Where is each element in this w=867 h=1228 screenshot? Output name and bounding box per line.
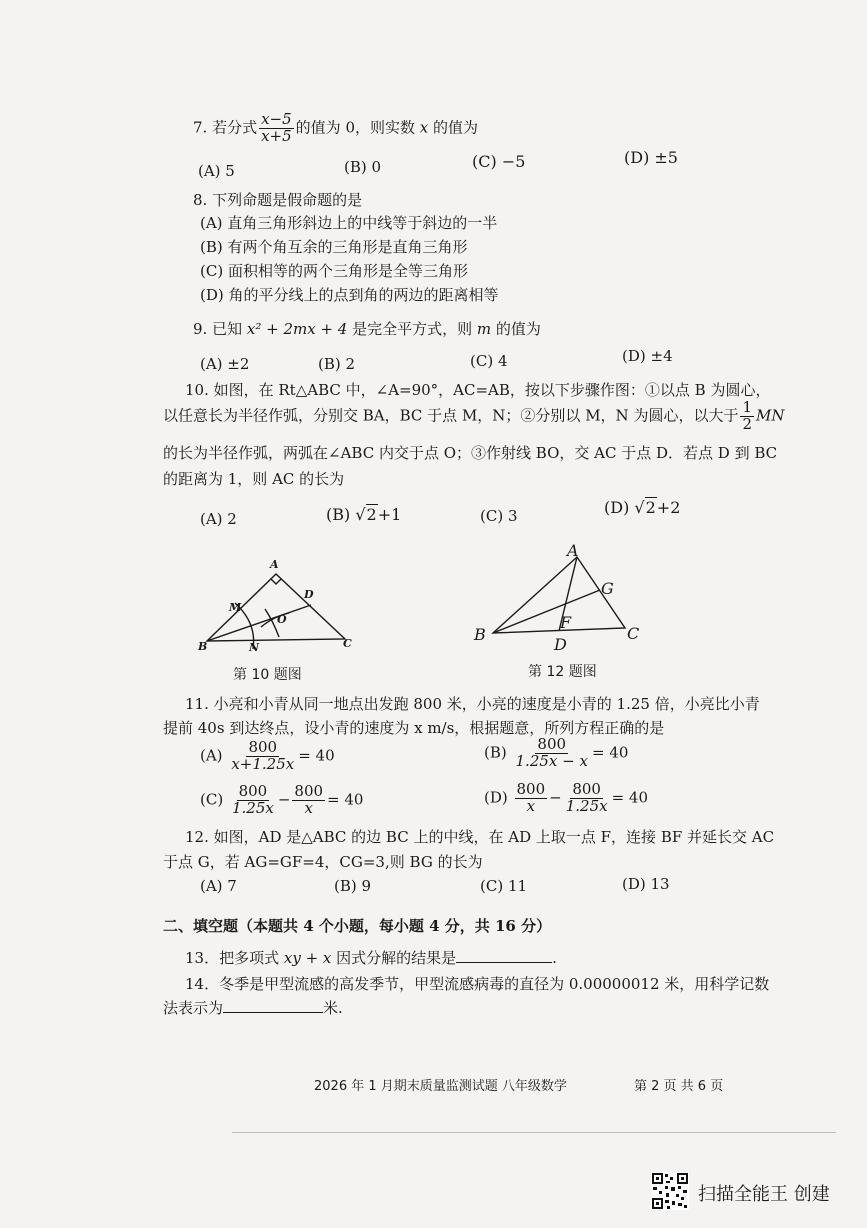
- fig10-label-d: D: [304, 588, 314, 601]
- fig10-right-angle: [271, 579, 281, 584]
- q11-option-b: [484, 737, 628, 770]
- q11-b-fraction: [514, 737, 590, 770]
- q11-d-label: (D): [484, 788, 508, 807]
- fig10-label-a: A: [270, 558, 279, 571]
- q9-option-a: (A) ±2: [200, 355, 250, 373]
- q10-option-d-radicand: 2: [645, 498, 656, 517]
- fig12-label-g: G: [601, 579, 614, 598]
- q11-d-den-2: 1.25x: [565, 796, 608, 815]
- q14-line-2b: 米.: [323, 999, 343, 1017]
- q11-line-1: 11. 小亮和小青从同一地点出发跑 800 米，小亮的速度是小青的 1.25 倍，小亮比小青: [185, 695, 760, 713]
- q11-a-num: 800: [248, 738, 278, 756]
- q7-frac-den: x+5: [261, 126, 292, 145]
- q8-option-d: (D) 角的平分线上的点到角的两边的距离相等: [200, 286, 499, 304]
- q10-option-d-label: (D): [604, 498, 630, 517]
- q9-end: 的值为: [495, 320, 541, 338]
- q14-answer-blank[interactable]: [223, 998, 323, 1013]
- q7-fraction: [259, 112, 294, 145]
- bottom-divider: [232, 1132, 836, 1133]
- q7-option-d: (D) ±5: [624, 148, 678, 167]
- q11-d-op: −: [549, 788, 562, 807]
- q8-option-b: (B) 有两个角互余的三角形是直角三角形: [200, 238, 468, 256]
- scanner-watermark-text: 扫描全能王 创建: [698, 1184, 830, 1205]
- q11-c-num-1: 800: [238, 782, 268, 800]
- q11-d-den-1: x: [526, 796, 536, 815]
- q11-b-num: 800: [537, 735, 567, 753]
- q12-option-b: (B) 9: [334, 877, 372, 895]
- q11-d-num-2: 800: [572, 780, 601, 798]
- q11-option-c: [200, 784, 363, 817]
- q7-var: x: [419, 118, 429, 137]
- q9-mid: 是完全平方式，则: [352, 320, 473, 338]
- fig10-label-b: B: [198, 640, 208, 653]
- footer-page-number: 第 2 页 共 6 页: [634, 1079, 724, 1094]
- fig12-label-f: F: [560, 613, 572, 632]
- q10-option-b-label: (B): [326, 505, 351, 524]
- q9-option-b: (B) 2: [318, 355, 356, 373]
- q10-option-b-tail: +1: [377, 505, 402, 524]
- q9-expr: x² + 2mx + 4: [246, 320, 348, 338]
- q7-option-b: (B) 0: [344, 158, 382, 176]
- section-2-heading: 二、填空题（本题共 4 个小题，每小题 4 分，共 16 分）: [163, 917, 552, 935]
- q11-c-op: −: [277, 790, 291, 809]
- q14-line-2a: 法表示为: [163, 999, 224, 1017]
- q12-line-1: 12. 如图，AD 是△ABC 的边 BC 上的中线，在 AD 上取一点 F，连接 BF 并延长交 AC: [185, 828, 775, 846]
- q8-option-a: (A) 直角三角形斜边上的中线等于斜边的一半: [200, 214, 498, 232]
- q9-option-d: (D) ±4: [622, 347, 673, 365]
- q12-option-a: (A) 7: [200, 877, 237, 895]
- q10-option-b: (B) √2+1: [326, 505, 402, 524]
- q11-option-d: [484, 782, 648, 815]
- fig12-label-c: C: [627, 624, 640, 643]
- q11-c-label: (C): [200, 790, 224, 809]
- fig12-caption: 第 12 题图: [528, 664, 597, 680]
- q11-c-den-2: x: [304, 798, 313, 817]
- q9-option-c: (C) 4: [470, 352, 508, 370]
- q11-a-rhs: = 40: [298, 746, 335, 765]
- footer-title: 2026 年 1 月期末质量监测试题 八年级数学: [314, 1079, 567, 1094]
- q11-c-rhs: = 40: [327, 790, 364, 809]
- q11-d-rhs: = 40: [611, 788, 649, 807]
- q13-answer-blank[interactable]: [456, 948, 552, 963]
- fig10-label-m: M: [229, 601, 242, 614]
- fig10-label-n: N: [249, 641, 260, 654]
- q11-b-den: 1.25x − x: [515, 751, 588, 770]
- q10-line-2a: 以任意长为半径作弧，分别交 BA，BC 于点 M，N；②分别以 M，N 为圆心，以大于: [163, 406, 739, 425]
- q10-frac-num: 1: [742, 398, 752, 416]
- q8-stem: 8. 下列命题是假命题的是: [193, 191, 363, 209]
- q10-option-d-tail: +2: [656, 498, 681, 517]
- q8-option-c: (C) 面积相等的两个三角形是全等三角形: [200, 262, 468, 280]
- q7-end: 的值为: [433, 118, 479, 137]
- q11-line-2: 提前 40s 到达终点，设小青的速度为 x m/s，根据题意，所列方程正确的是: [163, 719, 665, 737]
- q10-line-1: 10. 如图，在 Rt△ABC 中，∠A=90°，AC=AB，按以下步骤作图：①以点 B 为圆心，: [185, 381, 771, 399]
- fig12-label-d: D: [554, 635, 567, 650]
- q11-a-den: x+1.25x: [231, 754, 295, 773]
- qr-code-icon: [651, 1172, 689, 1210]
- q12-option-d: (D) 13: [622, 875, 670, 893]
- q12-line-2: 于点 G，若 AG=GF=4，CG=3,则 BG 的长为: [163, 853, 483, 871]
- q11-b-label: (B): [484, 743, 507, 762]
- q11-c-fraction-2: [292, 784, 325, 817]
- figure-10: [195, 555, 370, 655]
- q11-c-num-2: 800: [294, 782, 324, 800]
- fig12-segment-bg: [493, 590, 600, 633]
- q14-line-2: [163, 997, 343, 1018]
- fig10-caption: 第 10 题图: [233, 667, 302, 683]
- q11-d-fraction-2: [564, 782, 610, 815]
- q7-frac-num: x−5: [261, 110, 292, 128]
- fig10-label-o: O: [277, 613, 287, 626]
- q11-c-fraction-1: [230, 784, 276, 817]
- q11-option-a: [200, 740, 335, 773]
- q11-a-label: (A): [200, 746, 223, 765]
- q10-frac-den: 2: [742, 414, 752, 433]
- q14-line-1: 14．冬季是甲型流感的高发季节，甲型流感病毒的直径为 0.00000012 米，用科学记数: [185, 975, 770, 993]
- q9-stem: [193, 318, 541, 339]
- q10-option-c: (C) 3: [480, 507, 518, 525]
- q9-prefix: 9. 已知: [193, 320, 243, 338]
- q9-var: m: [476, 320, 492, 338]
- q10-line-2b: MN: [756, 406, 785, 425]
- q7-option-c: (C) −5: [472, 152, 526, 171]
- q13-end: .: [552, 949, 557, 967]
- q13-expr: xy + x: [283, 949, 332, 967]
- figure-12: [470, 540, 645, 650]
- q7-prefix: 7. 若分式: [193, 118, 258, 137]
- q13-stem: [185, 947, 557, 968]
- q12-option-c: (C) 11: [480, 877, 528, 895]
- q10-option-b-radicand: 2: [366, 505, 377, 524]
- q10-fraction: [740, 400, 754, 433]
- q13-suffix: 因式分解的结果是: [336, 949, 457, 967]
- q11-c-den-1: 1.25x: [231, 798, 274, 817]
- q10-line-4: 的距离为 1，则 AC 的长为: [163, 470, 345, 488]
- q10-option-a: (A) 2: [200, 510, 237, 528]
- q7-suffix: 的值为 0，则实数: [295, 118, 415, 137]
- q10-option-d: (D) √2+2: [604, 498, 681, 517]
- q11-d-num-1: 800: [516, 780, 546, 798]
- q10-line-3: 的长为半径作弧，两弧在∠ABC 内交于点 O；③作射线 BO，交 AC 于点 D．若点 D 到 BC: [163, 444, 778, 462]
- fig12-label-b: B: [474, 625, 486, 644]
- q10-line-2: [163, 400, 784, 433]
- q11-a-fraction: [229, 740, 296, 773]
- fig12-label-a: A: [567, 541, 579, 560]
- q7-stem: [193, 112, 478, 145]
- fig10-ray-bo: [207, 605, 311, 641]
- q11-b-rhs: = 40: [591, 743, 629, 762]
- q11-d-fraction-1: [515, 782, 548, 815]
- q7-option-a: (A) 5: [198, 162, 235, 180]
- q13-prefix: 13．把多项式: [185, 949, 280, 967]
- fig10-label-c: C: [343, 637, 352, 650]
